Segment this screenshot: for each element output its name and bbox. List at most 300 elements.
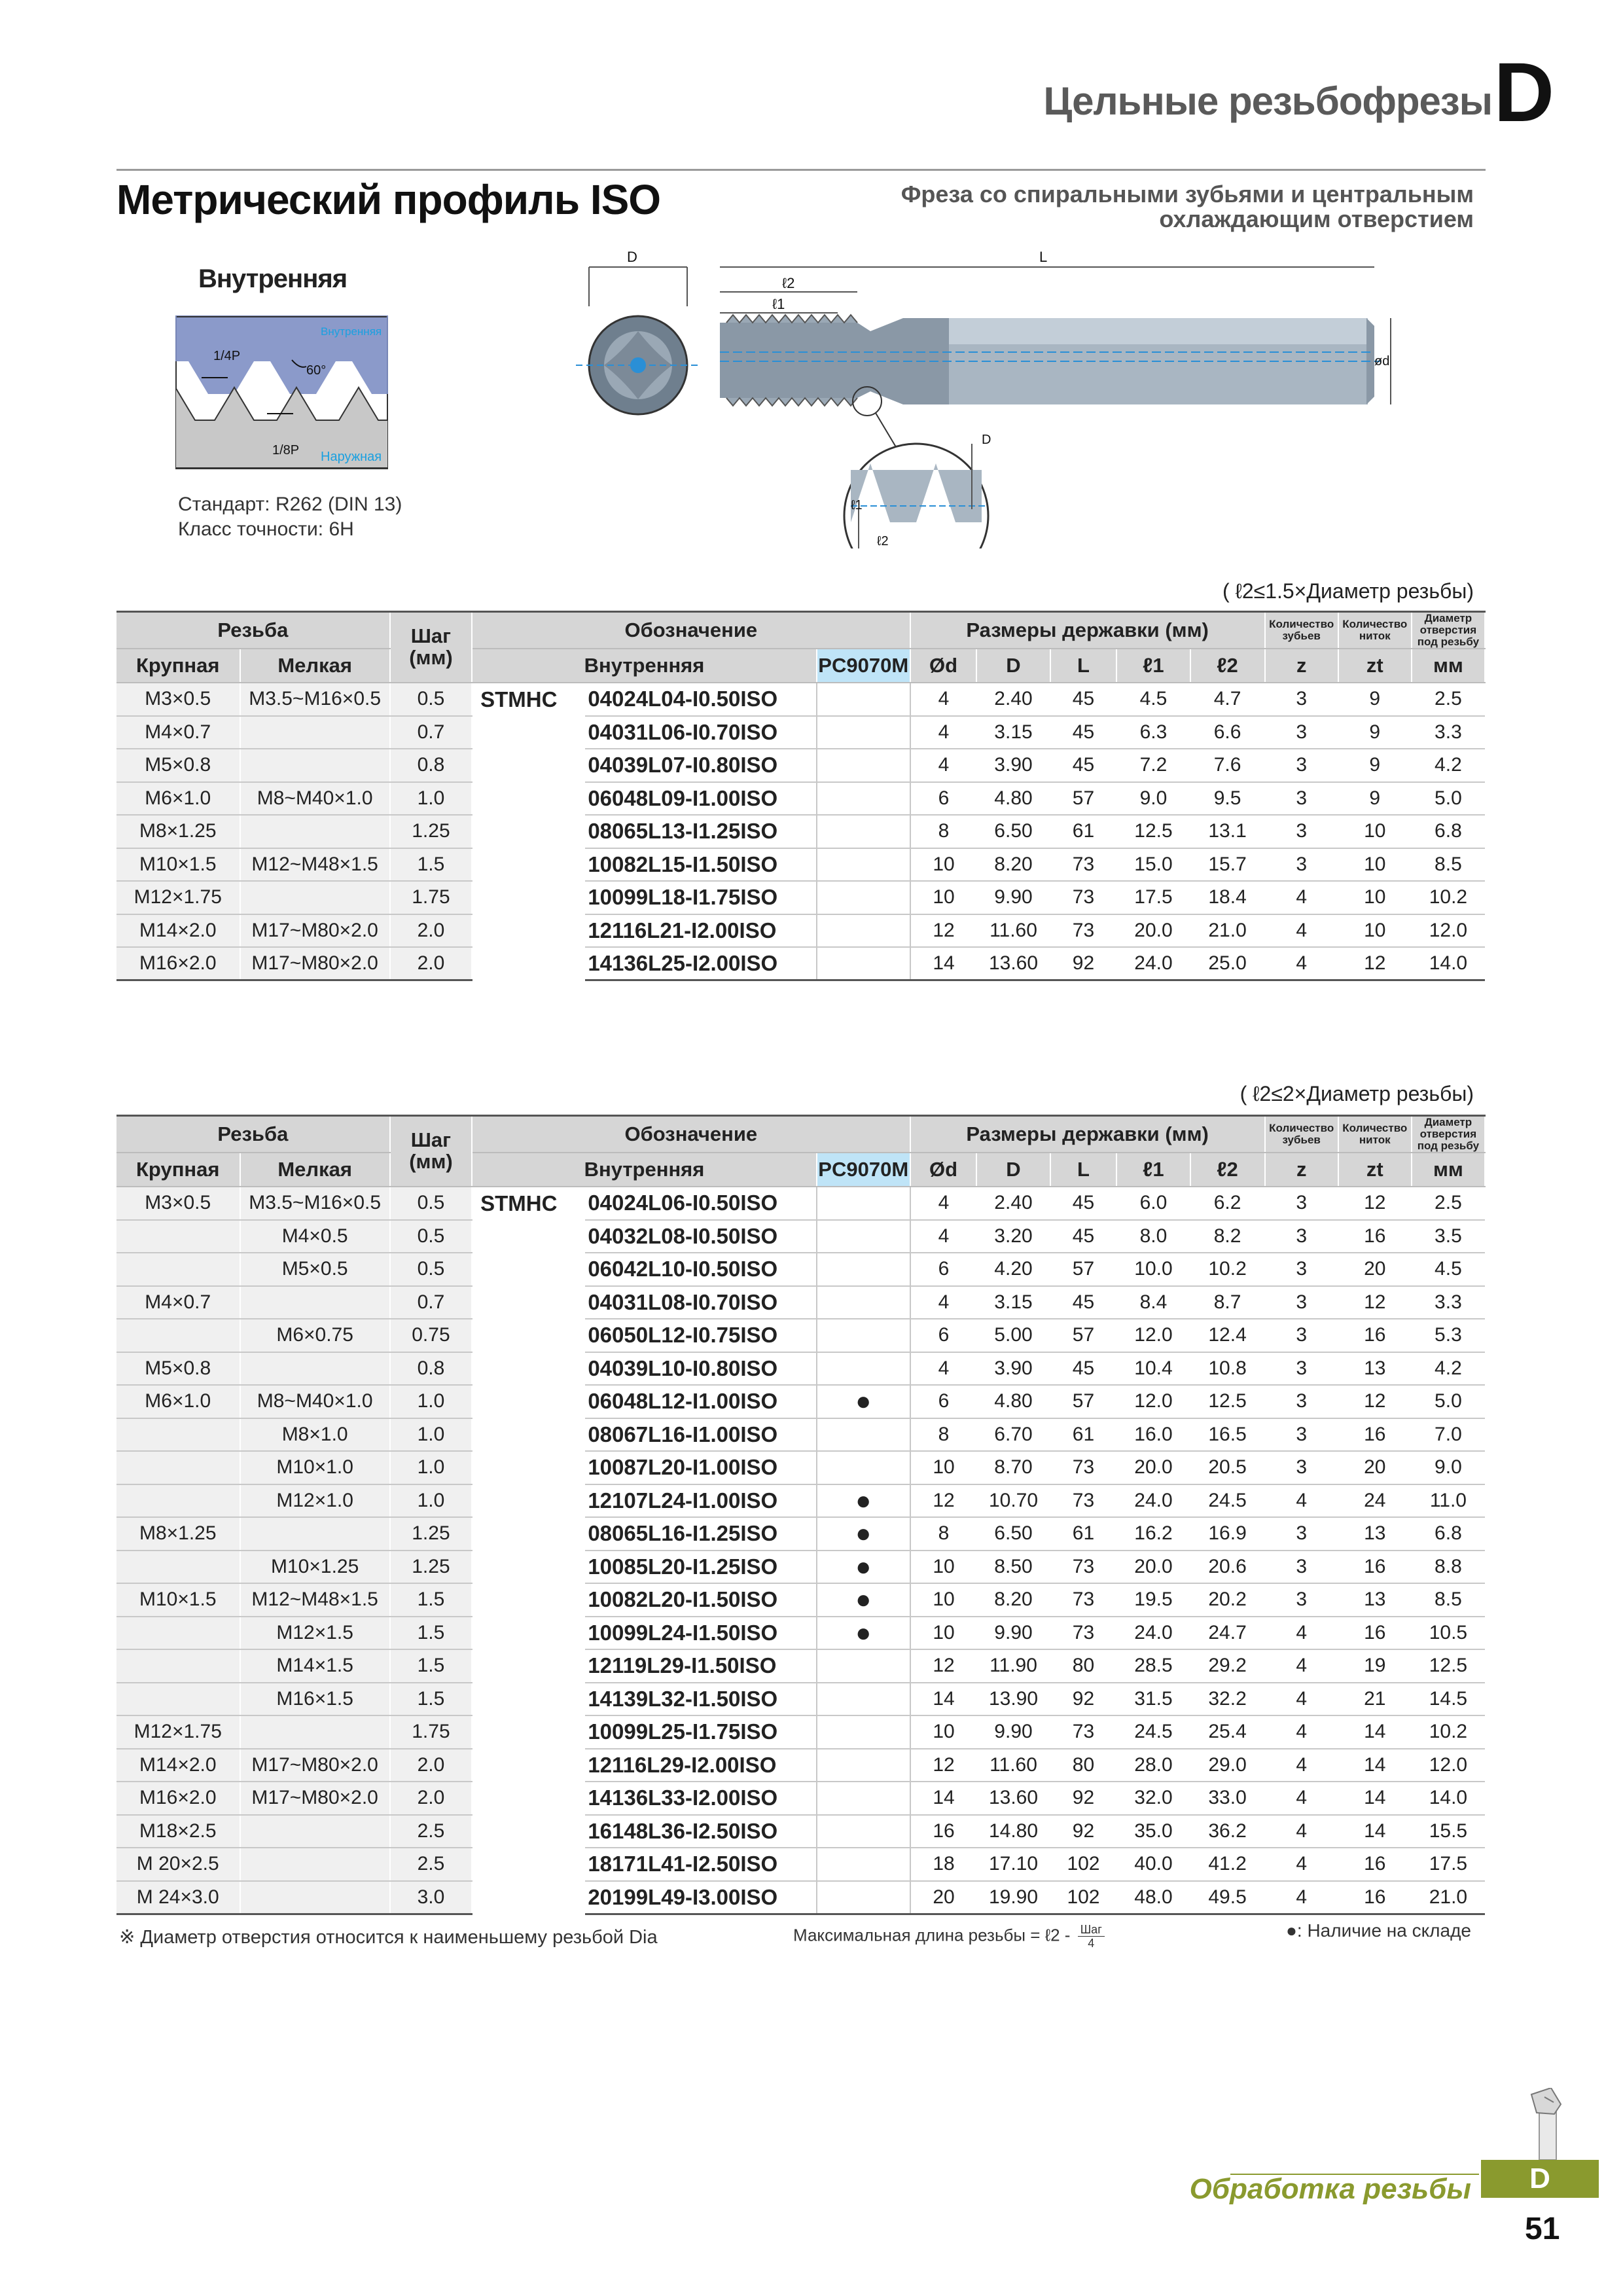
code-cell: 14139L32-I1.50ISO — [585, 1683, 817, 1716]
fine-thread-cell — [240, 1715, 390, 1749]
pitch-cell: 1.5 — [390, 1583, 472, 1617]
stock-mark-cell — [817, 947, 910, 980]
L-cell: 45 — [1050, 1220, 1117, 1253]
hole-diameter-cell: 17.5 — [1412, 1848, 1485, 1881]
l1-cell: 16.2 — [1116, 1517, 1190, 1551]
l2-cell: 21.0 — [1190, 914, 1265, 948]
pitch-cell: 0.7 — [390, 716, 472, 749]
D-cell: 17.10 — [976, 1848, 1050, 1881]
stock-mark-cell: ● — [817, 1517, 910, 1551]
zt-cell: 16 — [1338, 1220, 1412, 1253]
L-cell: 45 — [1050, 683, 1117, 716]
z-cell: 4 — [1265, 947, 1338, 980]
z-cell: 3 — [1265, 1517, 1338, 1551]
fine-thread-cell: M16×1.5 — [240, 1683, 390, 1716]
coarse-thread-cell: M3×0.5 — [116, 683, 240, 716]
fine-thread-cell — [240, 1517, 390, 1551]
eighth-pitch-label: 1/8P — [272, 443, 300, 457]
hole-diameter-cell: 15.5 — [1412, 1815, 1485, 1848]
tool-description-line1: Фреза со спиральными зубьями и центральным — [901, 181, 1474, 207]
hole-diameter-cell: 2.5 — [1412, 1187, 1485, 1220]
z-cell: 3 — [1265, 1418, 1338, 1452]
pitch-cell: 0.5 — [390, 1220, 472, 1253]
D-cell: 11.60 — [976, 1749, 1050, 1782]
fraction-numerator: Шаг — [1078, 1923, 1105, 1937]
detail-l1-label: ℓ1 — [851, 498, 863, 512]
l2-cell: 20.6 — [1190, 1551, 1265, 1584]
l1-cell: 6.3 — [1116, 716, 1190, 749]
od-cell: 14 — [910, 1782, 977, 1815]
pitch-cell: 1.5 — [390, 1683, 472, 1716]
l2-cell: 12.4 — [1190, 1319, 1265, 1352]
zt-cell: 16 — [1338, 1418, 1412, 1452]
table-row — [116, 1617, 1485, 1650]
l1-cell: 32.0 — [1116, 1782, 1190, 1815]
coarse-thread-cell: M6×1.0 — [116, 1385, 240, 1418]
l2-header: ℓ2 — [1190, 649, 1265, 683]
od-cell: 10 — [910, 1617, 977, 1650]
L-cell: 61 — [1050, 815, 1117, 848]
fine-thread-cell: M12~M48×1.5 — [240, 848, 390, 882]
D-header: D — [976, 649, 1050, 683]
table-row — [116, 1815, 1485, 1848]
stock-mark-cell — [817, 1683, 910, 1716]
table-row — [116, 1418, 1485, 1452]
hole-diameter-cell: 12.0 — [1412, 1749, 1485, 1782]
fine-thread-cell: M6×0.75 — [240, 1319, 390, 1352]
od-cell: 10 — [910, 848, 977, 882]
zt-cell: 10 — [1338, 815, 1412, 848]
D-cell: 4.80 — [976, 1385, 1050, 1418]
table-row — [116, 1286, 1485, 1319]
L-cell: 73 — [1050, 1583, 1117, 1617]
table-row — [116, 1881, 1485, 1914]
D-cell: 4.20 — [976, 1253, 1050, 1286]
hole-diameter-cell: 5.0 — [1412, 1385, 1485, 1418]
tool-drawing — [563, 247, 1414, 548]
hole-diameter-cell: 3.3 — [1412, 716, 1485, 749]
fine-thread-cell: M4×0.5 — [240, 1220, 390, 1253]
code-cell: 20199L49-I3.00ISO — [585, 1881, 817, 1914]
D-cell: 3.15 — [976, 716, 1050, 749]
coarse-thread-cell — [116, 1253, 240, 1286]
fine-thread-cell: M10×1.0 — [240, 1451, 390, 1484]
hole-diameter-cell: 9.0 — [1412, 1451, 1485, 1484]
L-cell: 57 — [1050, 1253, 1117, 1286]
z-cell: 3 — [1265, 1319, 1338, 1352]
code-cell: 10082L15-I1.50ISO — [585, 848, 817, 882]
od-cell: 12 — [910, 914, 977, 948]
D-cell: 13.60 — [976, 947, 1050, 980]
l1-cell: 10.4 — [1116, 1352, 1190, 1386]
header-divider — [116, 169, 1486, 171]
l1-cell: 24.0 — [1116, 1617, 1190, 1650]
z-cell: 4 — [1265, 1749, 1338, 1782]
l2-cell: 49.5 — [1190, 1881, 1265, 1914]
z-cell: 3 — [1265, 1551, 1338, 1584]
coarse-thread-cell: M12×1.75 — [116, 881, 240, 914]
D-cell: 8.50 — [976, 1551, 1050, 1584]
z-cell: 4 — [1265, 1715, 1338, 1749]
code-cell: 06050L12-I0.75ISO — [585, 1319, 817, 1352]
code-cell: 04039L10-I0.80ISO — [585, 1352, 817, 1386]
table2-note: ( ℓ2≤2×Диаметр резьбы) — [1240, 1082, 1474, 1105]
z-cell: 4 — [1265, 1782, 1338, 1815]
table-row — [116, 1484, 1485, 1518]
stock-mark-cell — [817, 716, 910, 749]
z-cell: 3 — [1265, 1286, 1338, 1319]
fine-thread-cell — [240, 881, 390, 914]
zt-cell: 24 — [1338, 1484, 1412, 1518]
code-cell: 04024L04-I0.50ISO — [585, 683, 817, 716]
z-cell: 3 — [1265, 1583, 1338, 1617]
fine-thread-cell: M3.5~M16×0.5 — [240, 1187, 390, 1220]
holder-dims-header: Размеры державки (мм) — [910, 612, 1265, 649]
l1-cell: 28.5 — [1116, 1649, 1190, 1683]
fine-thread-cell: M17~M80×2.0 — [240, 1749, 390, 1782]
od-cell: 10 — [910, 881, 977, 914]
fine-thread-cell: M8~M40×1.0 — [240, 1385, 390, 1418]
coarse-thread-cell: M10×1.5 — [116, 848, 240, 882]
l2-cell: 8.7 — [1190, 1286, 1265, 1319]
l1-cell: 28.0 — [1116, 1749, 1190, 1782]
z-cell: 4 — [1265, 1617, 1338, 1650]
od-cell: 4 — [910, 683, 977, 716]
od-cell: 14 — [910, 947, 977, 980]
code-cell: 10099L18-I1.75ISO — [585, 881, 817, 914]
zt-cell: 16 — [1338, 1617, 1412, 1650]
l1-cell: 8.0 — [1116, 1220, 1190, 1253]
z-cell: 4 — [1265, 881, 1338, 914]
z-cell: 4 — [1265, 914, 1338, 948]
od-cell: 4 — [910, 1187, 977, 1220]
zt-cell: 9 — [1338, 683, 1412, 716]
D-cell: 13.60 — [976, 1782, 1050, 1815]
table-row — [116, 683, 1485, 716]
od-cell: 12 — [910, 1749, 977, 1782]
pitch-cell: 2.0 — [390, 914, 472, 948]
table-row — [116, 749, 1485, 782]
table-row — [116, 815, 1485, 848]
l1-cell: 6.0 — [1116, 1187, 1190, 1220]
od-header: Ød — [910, 1153, 977, 1187]
tool-description-line2: охлаждающим отверстием — [1159, 206, 1474, 232]
od-cell: 4 — [910, 1352, 977, 1386]
fine-thread-cell: M14×1.5 — [240, 1649, 390, 1683]
hole-diameter-cell: 5.3 — [1412, 1319, 1485, 1352]
hole-diameter-cell: 21.0 — [1412, 1881, 1485, 1914]
l1-cell: 16.0 — [1116, 1418, 1190, 1452]
length-L-label: L — [1039, 249, 1048, 265]
D-cell: 2.40 — [976, 683, 1050, 716]
pitch-cell: 2.0 — [390, 947, 472, 980]
l2-cell: 16.5 — [1190, 1418, 1265, 1452]
hole-diameter-cell: 4.2 — [1412, 749, 1485, 782]
designation-header: Обозначение — [472, 1116, 910, 1153]
z-header: z — [1265, 649, 1338, 683]
od-cell: 6 — [910, 1253, 977, 1286]
l2-cell: 6.2 — [1190, 1187, 1265, 1220]
section-letter: D — [1493, 46, 1554, 139]
code-cell: 10085L20-I1.25ISO — [585, 1551, 817, 1584]
fine-thread-cell: M17~M80×2.0 — [240, 914, 390, 948]
D-cell: 8.70 — [976, 1451, 1050, 1484]
table2-body — [116, 1187, 1485, 1914]
coarse-thread-cell: M 24×3.0 — [116, 1881, 240, 1914]
D-cell: 4.80 — [976, 782, 1050, 816]
l2-cell: 10.2 — [1190, 1253, 1265, 1286]
stock-mark-cell — [817, 815, 910, 848]
table-row — [116, 1253, 1485, 1286]
stock-mark-cell: ● — [817, 1484, 910, 1518]
zt-cell: 20 — [1338, 1451, 1412, 1484]
holder-dims-header: Размеры державки (мм) — [910, 1116, 1265, 1153]
zt-cell: 12 — [1338, 1187, 1412, 1220]
pitch-cell: 1.0 — [390, 1418, 472, 1452]
od-cell: 6 — [910, 1385, 977, 1418]
L-cell: 92 — [1050, 1782, 1117, 1815]
code-cell: 10082L20-I1.50ISO — [585, 1583, 817, 1617]
coarse-thread-cell: M14×2.0 — [116, 914, 240, 948]
table-row — [116, 782, 1485, 816]
L-cell: 73 — [1050, 1451, 1117, 1484]
L-cell: 73 — [1050, 1715, 1117, 1749]
code-cell: 14136L25-I2.00ISO — [585, 947, 817, 980]
od-cell: 20 — [910, 1881, 977, 1914]
hole-diameter-cell: 4.5 — [1412, 1253, 1485, 1286]
od-cell: 12 — [910, 1649, 977, 1683]
thread-profile-diagram — [175, 315, 388, 469]
l2-cell: 4.7 — [1190, 683, 1265, 716]
od-cell: 6 — [910, 1319, 977, 1352]
stock-mark-cell — [817, 1220, 910, 1253]
stock-mark-cell — [817, 1187, 910, 1220]
stock-mark-cell — [817, 1451, 910, 1484]
pitch-cell: 1.0 — [390, 1484, 472, 1518]
l2-cell: 20.5 — [1190, 1451, 1265, 1484]
zt-cell: 12 — [1338, 947, 1412, 980]
zt-cell: 14 — [1338, 1782, 1412, 1815]
page-title: Метрический профиль ISO — [116, 176, 661, 223]
code-cell: 04031L08-I0.70ISO — [585, 1286, 817, 1319]
fine-thread-cell: M17~M80×2.0 — [240, 1782, 390, 1815]
l1-cell: 24.5 — [1116, 1715, 1190, 1749]
footnote-formula-prefix: Максимальная длина резьбы = ℓ2 - — [793, 1925, 1071, 1945]
end-view-D-label: D — [627, 249, 637, 265]
hole-diameter-cell: 14.0 — [1412, 1782, 1485, 1815]
coarse-thread-cell: M18×2.5 — [116, 1815, 240, 1848]
stock-mark-cell — [817, 1352, 910, 1386]
detail-l2-label: ℓ2 — [877, 534, 889, 548]
od-cell: 8 — [910, 815, 977, 848]
threads-count-header: Количество ниток — [1338, 1116, 1412, 1153]
L-cell: 92 — [1050, 1683, 1117, 1716]
thread-tool-icon — [1525, 2088, 1571, 2160]
l1-cell: 17.5 — [1116, 881, 1190, 914]
zt-cell: 20 — [1338, 1253, 1412, 1286]
table-row — [116, 848, 1485, 882]
l2-cell: 29.2 — [1190, 1649, 1265, 1683]
hole-diameter-cell: 8.5 — [1412, 1583, 1485, 1617]
pitch-cell: 1.0 — [390, 782, 472, 816]
L-cell: 73 — [1050, 1551, 1117, 1584]
coarse-thread-cell — [116, 1649, 240, 1683]
z-cell: 4 — [1265, 1649, 1338, 1683]
stock-mark-cell — [817, 1286, 910, 1319]
table-row — [116, 1782, 1485, 1815]
table-row — [116, 1451, 1485, 1484]
l1-cell: 12.0 — [1116, 1319, 1190, 1352]
fine-thread-cell — [240, 749, 390, 782]
l2-cell: 41.2 — [1190, 1848, 1265, 1881]
angle-label: 60° — [306, 363, 327, 378]
hole-diameter-cell: 10.2 — [1412, 1715, 1485, 1749]
stock-mark-cell — [817, 848, 910, 882]
code-cell: 10099L25-I1.75ISO — [585, 1715, 817, 1749]
footnote-formula-fraction — [1078, 1923, 1105, 1950]
internal-label: Внутренняя — [321, 325, 382, 338]
z-cell: 3 — [1265, 848, 1338, 882]
l1-cell: 31.5 — [1116, 1683, 1190, 1716]
coarse-thread-cell: M16×2.0 — [116, 1782, 240, 1815]
z-cell: 3 — [1265, 782, 1338, 816]
pitch-cell: 1.5 — [390, 1649, 472, 1683]
l2-cell: 10.8 — [1190, 1352, 1265, 1386]
l1-cell: 20.0 — [1116, 1451, 1190, 1484]
coarse-thread-cell: M16×2.0 — [116, 947, 240, 980]
table-row — [116, 1551, 1485, 1584]
series-cell: STMHC — [480, 1191, 558, 1215]
D-cell: 8.20 — [976, 1583, 1050, 1617]
l2-cell: 7.6 — [1190, 749, 1265, 782]
thread-header: Резьба — [116, 612, 390, 649]
fine-thread-cell — [240, 1815, 390, 1848]
hole-diameter-cell: 2.5 — [1412, 683, 1485, 716]
coarse-thread-cell — [116, 1551, 240, 1584]
L-cell: 45 — [1050, 1286, 1117, 1319]
pitch-cell: 0.5 — [390, 1253, 472, 1286]
l1-cell: 20.0 — [1116, 1551, 1190, 1584]
stock-mark-cell — [817, 782, 910, 816]
D-cell: 9.90 — [976, 1617, 1050, 1650]
D-cell: 11.90 — [976, 1649, 1050, 1683]
stock-mark-cell — [817, 1253, 910, 1286]
fine-thread-cell — [240, 1352, 390, 1386]
L-cell: 80 — [1050, 1749, 1117, 1782]
thread-header: Резьба — [116, 1116, 390, 1153]
code-cell: 12116L29-I2.00ISO — [585, 1749, 817, 1782]
stock-mark-cell — [817, 914, 910, 948]
L-cell: 92 — [1050, 947, 1117, 980]
D-cell: 6.50 — [976, 815, 1050, 848]
hole-diameter-cell: 8.5 — [1412, 848, 1485, 882]
pitch-cell: 0.7 — [390, 1286, 472, 1319]
fine-thread-cell — [240, 1286, 390, 1319]
coarse-thread-cell: M14×2.0 — [116, 1749, 240, 1782]
hole-diameter-cell: 12.5 — [1412, 1649, 1485, 1683]
L-cell: 102 — [1050, 1848, 1117, 1881]
L-header: L — [1050, 1153, 1117, 1187]
hole-diameter-cell: 5.0 — [1412, 782, 1485, 816]
footnote-hole-diameter: ※ Диаметр отверстия относится к наименьшему резьбой Dia — [119, 1927, 658, 1948]
stock-mark-cell — [817, 1881, 910, 1914]
hole-diameter-cell: 7.0 — [1412, 1418, 1485, 1452]
quarter-pitch-label: 1/4P — [213, 349, 241, 363]
code-cell: 06048L09-I1.00ISO — [585, 782, 817, 816]
pitch-cell: 1.5 — [390, 848, 472, 882]
stock-mark-cell — [817, 1649, 910, 1683]
l1-cell: 10.0 — [1116, 1253, 1190, 1286]
z-cell: 3 — [1265, 1220, 1338, 1253]
series-cell: STMHC — [480, 687, 558, 711]
code-cell: 04039L07-I0.80ISO — [585, 749, 817, 782]
tool-end-view — [576, 249, 700, 414]
code-cell: 08065L13-I1.25ISO — [585, 815, 817, 848]
coarse-thread-cell: M3×0.5 — [116, 1187, 240, 1220]
fine-thread-cell: M12~M48×1.5 — [240, 1583, 390, 1617]
code-cell: 06048L12-I1.00ISO — [585, 1385, 817, 1418]
D-cell: 11.60 — [976, 914, 1050, 948]
z-cell: 3 — [1265, 683, 1338, 716]
zt-cell: 16 — [1338, 1551, 1412, 1584]
l2-cell: 25.4 — [1190, 1715, 1265, 1749]
l2-cell: 32.2 — [1190, 1683, 1265, 1716]
od-cell: 8 — [910, 1418, 977, 1452]
external-label: Наружная — [321, 450, 382, 464]
code-cell: 04024L06-I0.50ISO — [585, 1187, 817, 1220]
z-header: z — [1265, 1153, 1338, 1187]
l1-cell: 4.5 — [1116, 683, 1190, 716]
coarse-thread-cell: M8×1.25 — [116, 1517, 240, 1551]
internal-header: Внутренняя — [472, 1153, 817, 1187]
l2-cell: 24.7 — [1190, 1617, 1265, 1650]
code-cell: 14136L33-I2.00ISO — [585, 1782, 817, 1815]
D-cell: 5.00 — [976, 1319, 1050, 1352]
pitch-cell: 1.0 — [390, 1451, 472, 1484]
stock-mark-cell — [817, 1782, 910, 1815]
coarse-thread-cell: M5×0.8 — [116, 749, 240, 782]
table-row — [116, 1649, 1485, 1683]
stock-mark-cell — [817, 1418, 910, 1452]
mm-header: мм — [1412, 1153, 1485, 1187]
z-cell: 4 — [1265, 1815, 1338, 1848]
grade-header: PC9070M — [817, 1153, 910, 1187]
zt-cell: 16 — [1338, 1848, 1412, 1881]
coarse-thread-cell — [116, 1220, 240, 1253]
l1-header: ℓ1 — [1116, 649, 1190, 683]
z-cell: 4 — [1265, 1683, 1338, 1716]
z-cell: 3 — [1265, 1352, 1338, 1386]
D-cell: 3.90 — [976, 1352, 1050, 1386]
L-cell: 73 — [1050, 848, 1117, 882]
L-cell: 57 — [1050, 1385, 1117, 1418]
D-cell: 2.40 — [976, 1187, 1050, 1220]
shank-diameter-label: ød — [1374, 354, 1390, 368]
pitch-cell: 3.0 — [390, 1881, 472, 1914]
od-cell: 16 — [910, 1815, 977, 1848]
fine-thread-cell: M10×1.25 — [240, 1551, 390, 1584]
l1-cell: 7.2 — [1116, 749, 1190, 782]
l1-cell: 48.0 — [1116, 1881, 1190, 1914]
stock-mark-cell — [817, 749, 910, 782]
coarse-thread-cell: M10×1.5 — [116, 1583, 240, 1617]
code-cell: 04032L08-I0.50ISO — [585, 1220, 817, 1253]
grade-header: PC9070M — [817, 649, 910, 683]
l2-cell: 20.2 — [1190, 1583, 1265, 1617]
code-cell: 12116L21-I2.00ISO — [585, 914, 817, 948]
od-cell: 10 — [910, 1715, 977, 1749]
l1-cell: 9.0 — [1116, 782, 1190, 816]
